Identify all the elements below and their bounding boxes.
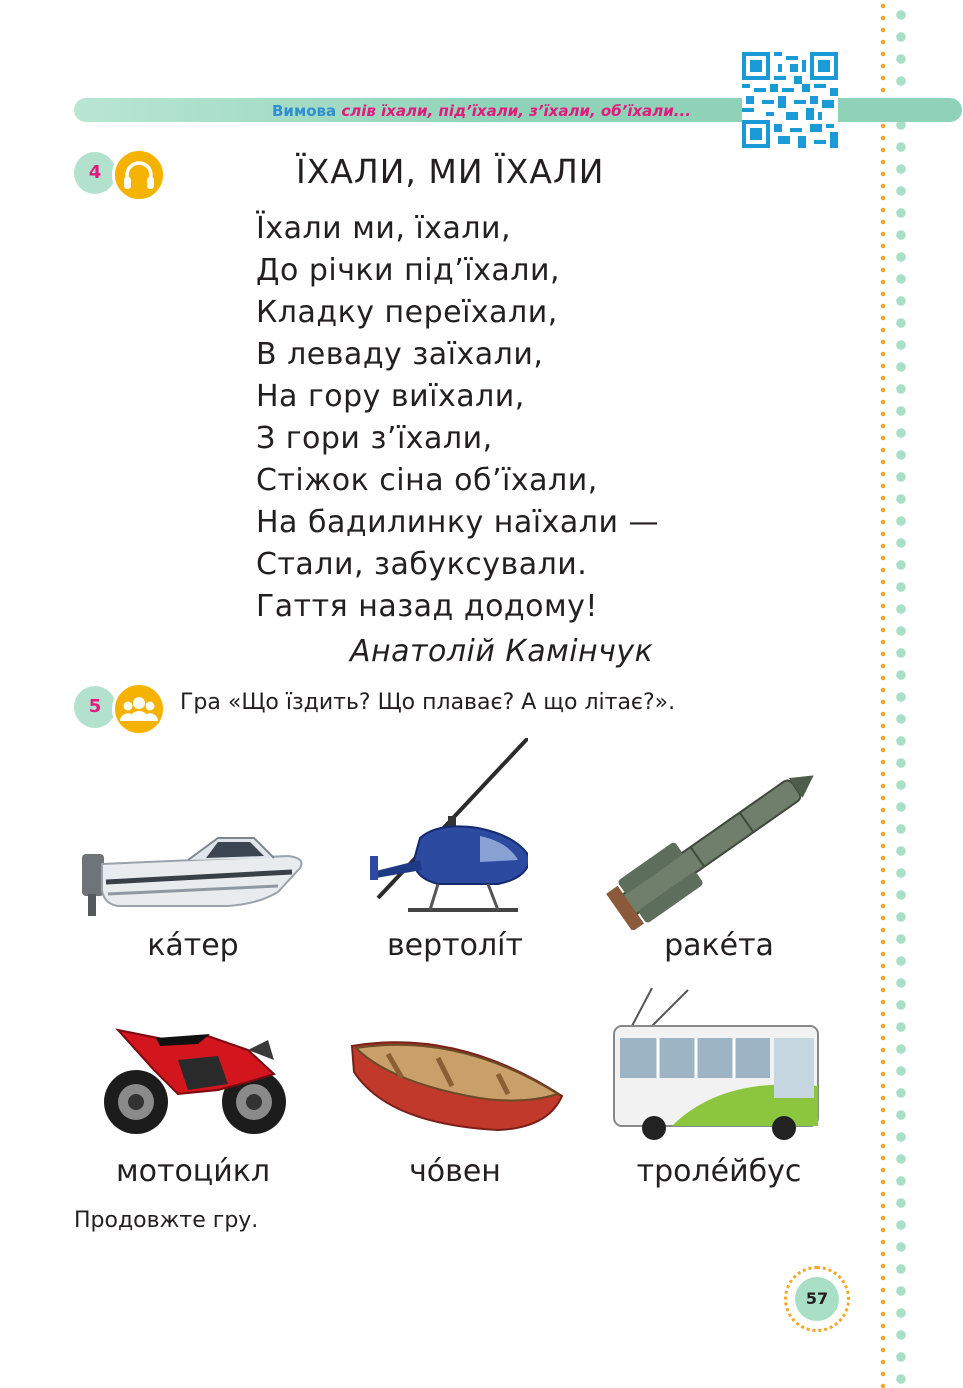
word-rowboat: чо́вен [409,1154,501,1189]
page-number-badge [784,1266,850,1332]
motorcycle-icon [98,1010,292,1140]
rocket-icon [604,760,828,930]
poem-line: На гору виїхали, [256,379,525,414]
poem-line: На бадилинку наїхали — [256,505,659,540]
word-rocket: раке́та [664,928,774,963]
word-trolleybus: троле́йбус [636,1154,802,1189]
page-number: 57 [795,1277,839,1321]
lesson-header [272,100,691,122]
poem-line: Їхали ми, їхали, [256,211,512,246]
task-number: 4 [74,152,116,194]
boat-icon [78,820,308,920]
word-motorcycle: мотоци́кл [115,1154,271,1189]
headphones-icon[interactable] [112,148,166,202]
poem-line: Кладку переїхали, [256,295,558,330]
task-number: 5 [74,686,116,728]
poem-author: Анатолій Камінчук [350,634,654,669]
game-instruction: Гра «Що їздить? Що плаває? А що літає?». [180,690,676,715]
task-4-badge [74,148,170,196]
header-label: Вимова [272,102,337,120]
poem-line: Стали, забуксували. [256,547,588,582]
qr-code-icon[interactable] [742,52,838,148]
poem-line: В леваду заїхали, [256,337,544,372]
poem-line: Гаття назад додому! [256,589,598,624]
green-dotted-border [894,4,908,1388]
helicopter-icon [368,738,528,924]
poem-title: ЇХАЛИ, МИ ЇХАЛИ [296,152,605,191]
poem-line: До річки під’їхали, [256,253,560,288]
group-icon[interactable] [112,682,166,736]
header-topic: слів їхали, під’їхали, з’їхали, об’їхали... [341,102,691,120]
orange-dotted-border [880,0,886,1388]
continue-game-text: Продовжте гру. [74,1208,259,1233]
poem-line: Стіжок сіна об’їхали, [256,463,598,498]
word-boat: ка́тер [147,928,239,963]
poem-line: З гори з’їхали, [256,421,493,456]
rowboat-icon [348,1024,566,1134]
word-helicopter: вертолі́т [387,928,523,963]
trolleybus-icon [612,986,822,1144]
task-5-badge [74,682,170,730]
poem-lines [256,208,716,628]
